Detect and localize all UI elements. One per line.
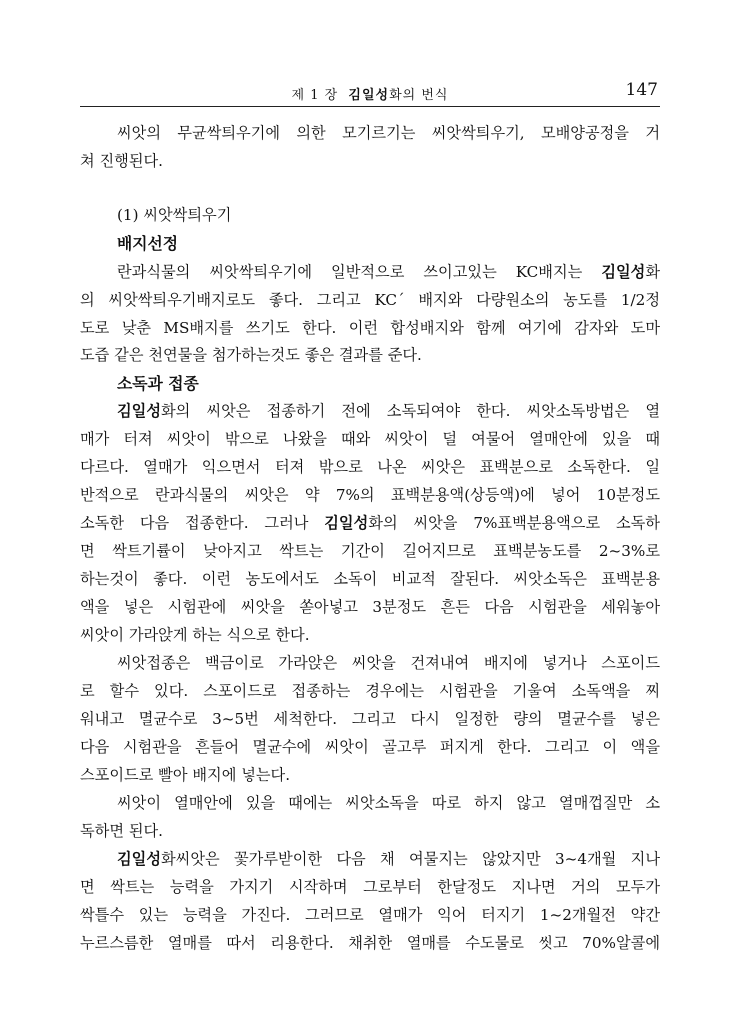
subsection-heading: 소독과 접종: [117, 374, 199, 393]
body-line: 반적으로 란과식물의 씨앗은 약 7%의 표백분용액(상등액)에 넣어 10분정도: [80, 486, 660, 504]
chapter-label: 제 1 장: [291, 88, 339, 103]
running-header: [80, 78, 660, 107]
plant-name-bold: 김일성: [324, 514, 369, 532]
plant-name-bold: 김일성: [601, 263, 646, 281]
text-run: 화: [645, 263, 660, 281]
text-run: 화의 씨앗은 접종하기 전에 소독되여야 한다. 씨앗소독방법은 열: [161, 402, 660, 420]
body-line: 씨앗의 무균싹틔우기에 의한 모기르기는 씨앗싹틔우기, 모배양공정을 거: [117, 124, 660, 142]
running-title: [80, 84, 660, 103]
title-bold: 김일성: [348, 88, 390, 103]
body-line: 독하면 된다.: [80, 822, 164, 840]
body-line: 하는것이 좋다. 이런 농도에서도 소독이 비교적 잘된다. 씨앗소독은 표백분용: [80, 570, 660, 588]
body-line: 스포이드로 빨아 배지에 넣는다.: [80, 766, 291, 784]
text-run: 소독한 다음 접종한다. 그러나: [80, 514, 325, 532]
body-line: [117, 260, 660, 284]
text-run: 란과식물의 씨앗싹틔우기에 일반적으로 쓰이고있는 KC배지는: [117, 263, 602, 281]
plant-name-bold: 김일성: [117, 850, 162, 868]
body-line: 액을 넣은 시험관에 씨앗을 쏟아넣고 3분정도 흔든 다음 시험관을 세워놓아: [80, 598, 660, 616]
body-line: 매가 터져 씨앗이 밖으로 나왔을 때와 씨앗이 덜 여물어 열매안에 있을 때: [80, 430, 660, 448]
body-line: [80, 511, 660, 535]
body-line: 다르다. 열매가 익으면서 터져 밖으로 나온 씨앗은 표백분으로 소독한다. 일: [80, 458, 660, 476]
title-rest: 화의 번식: [389, 88, 449, 103]
body-line: 씨앗접종은 백금이로 가라앉은 씨앗을 건져내여 배지에 넣거나 스포이드: [117, 654, 660, 672]
text-run: 화의 씨앗을 7%표백분용액으로 소독하: [368, 514, 660, 532]
body-line: 면 싹트기률이 낮아지고 싹트는 기간이 길어지므로 표백분농도를 2~3%로: [80, 542, 660, 560]
body-line: 면 싹트는 능력을 가지기 시작하며 그로부터 한달정도 지나면 거의 모두가: [80, 878, 660, 896]
body-line: 로 할수 있다. 스포이드로 접종하는 경우에는 시험관을 기울여 소독액을 찌: [80, 682, 660, 700]
body-line: 다음 시험관을 흔들어 멸균수에 씨앗이 골고루 퍼지게 한다. 그리고 이 액을: [80, 738, 660, 756]
text-run: 화씨앗은 꽃가루받이한 다음 채 여물지는 않았지만 3~4개월 지나: [161, 850, 660, 868]
body-line: 도로 낮춘 MS배지를 쓰기도 한다. 이런 합성배지와 함께 여기에 감자와 도마: [80, 319, 660, 337]
body-line: 쳐 진행된다.: [80, 152, 164, 170]
body-line: 싹틀수 있는 능력을 가진다. 그러므로 열매가 익어 터지기 1~2개월전 약간: [80, 906, 660, 924]
plant-name-bold: 김일성: [117, 402, 162, 420]
body-line: 도즙 같은 천연물을 첨가하는것도 좋은 결과를 준다.: [80, 346, 422, 364]
body-line: [117, 847, 660, 871]
section-heading: (1) 씨앗싹틔우기: [117, 206, 232, 224]
body-line: 씨앗이 열매안에 있을 때에는 씨앗소독을 따로 하지 않고 열매껍질만 소: [117, 794, 660, 812]
body-line: 씨앗이 가라앉게 하는 식으로 한다.: [80, 626, 310, 644]
body-line: 워내고 멸균수로 3~5번 세척한다. 그리고 다시 일정한 량의 멸균수를 넣은: [80, 710, 660, 728]
body-line: [117, 399, 660, 423]
body-line: 의 씨앗싹틔우기배지로도 좋다. 그리고 KC´ 배지와 다량원소의 농도를 1/2정: [80, 291, 660, 309]
subsection-heading: 배지선정: [117, 234, 179, 253]
page-number: 147: [625, 80, 658, 100]
body-line: 누르스름한 열매를 따서 리용한다. 채취한 열매를 수도물로 씻고 70%알콜에: [80, 934, 660, 952]
